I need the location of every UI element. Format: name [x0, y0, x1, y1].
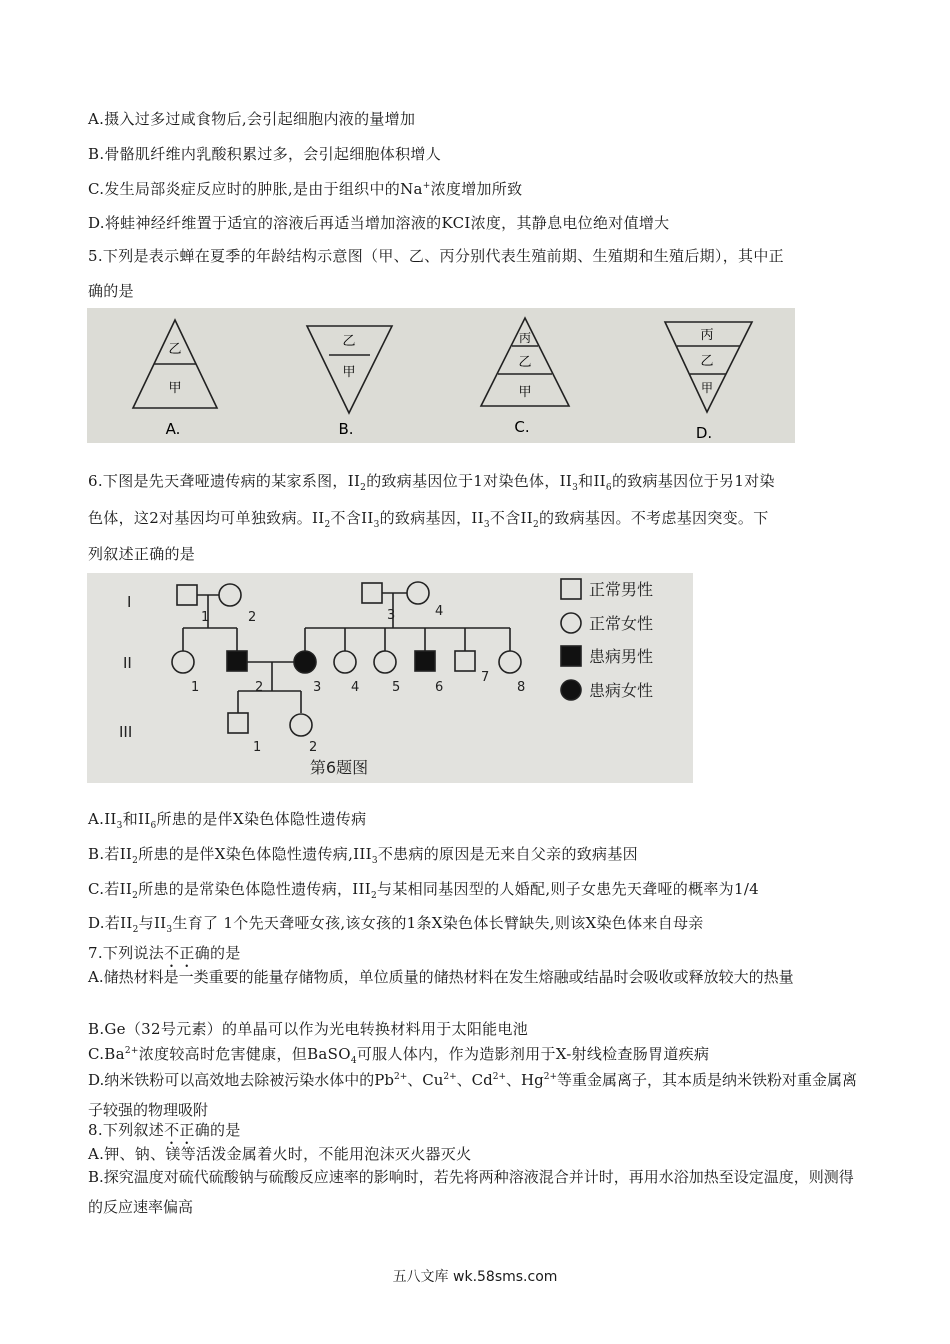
q7-stem: 7.下列说法不正确的是 [88, 944, 241, 962]
pedigree-III1-male [228, 713, 248, 733]
q5-pyramids-svg [87, 308, 795, 443]
page-footer: 五八文库 wk.58sms.com [392, 1269, 558, 1285]
legend-normal-female: 正常女性 [589, 614, 654, 633]
svg-text:2: 2 [309, 740, 318, 755]
q7-option-b: B.Ge（32号元素）的单晶可以作为光电转换材料用于太阳能电池 [88, 1020, 529, 1038]
svg-text:2: 2 [255, 680, 264, 695]
q4-option-d: D.将蛙神经纤维置于适宜的溶液后再适当增加溶液的KCI浓度，其静息电位绝对值增大 [88, 214, 670, 232]
pedigree-figure [87, 573, 693, 783]
pyramid-d-label: D. [695, 424, 713, 442]
q4-option-a: A.摄入过多过咸食物后,会引起细胞内液的量增加 [88, 110, 416, 128]
pedigree-II4-female [334, 651, 356, 673]
svg-text:2: 2 [248, 610, 257, 625]
pyramid-b-label: B. [338, 420, 354, 438]
legend-male-symbol [561, 579, 581, 599]
q5-figure [87, 308, 795, 443]
legend-affected-male-symbol [561, 646, 581, 666]
pedigree-I3-male [362, 583, 382, 603]
q6-option-d: D.若$II_2$与$II_3$生育了 1个先天聋哑女孩,该女孩的1条X染色体长臂缺失,则该X染色体来自母亲 [88, 914, 704, 935]
legend-affected-female-symbol [561, 680, 581, 700]
pedigree-II5-female [374, 651, 396, 673]
svg-text:6: 6 [435, 680, 444, 695]
q4-option-c: C.发生局部炎症反应时的肿胀,是由于组织中的Na+浓度增加所致 [88, 180, 523, 198]
pedigree-III2-female [290, 714, 312, 736]
pedigree-II7-male [455, 651, 475, 671]
svg-text:1: 1 [191, 680, 200, 695]
q5-stem-cont: 确的是 [88, 282, 134, 300]
q6-stem-3: 列叙述正确的是 [88, 545, 196, 563]
q6-stem-2: 色体，这2对基因均可单独致病。$II_2$不含$II_3$的致病基因，$II_3$不含$II_2$的致病基因。不考虑基因突变。下 [88, 509, 769, 530]
pedigree-II1-female [172, 651, 194, 673]
pyramid-a-yi: 乙 [168, 342, 182, 357]
q4-option-b: B.骨骼肌纤维内乳酸积累过多，会引起细胞体积增人 [88, 145, 441, 163]
svg-text:7: 7 [481, 670, 490, 685]
pyramid-d-yi: 乙 [700, 354, 714, 369]
pedigree-I4-female [407, 582, 429, 604]
svg-text:4: 4 [435, 604, 444, 619]
pyramid-c-bing: 丙 [518, 331, 532, 345]
pedigree-II6-affected-male [415, 651, 435, 671]
pedigree-II3-affected-female [294, 651, 316, 673]
q6-option-c: C.若$II_2$所患的是常染色体隐性遗传病，$III_2$与某相同基因型的人婚配,则子女患先天聋哑的概率为1/4 [88, 880, 760, 901]
svg-text:1: 1 [201, 610, 210, 625]
svg-text:8: 8 [517, 680, 526, 695]
pyramid-d-bing: 丙 [700, 328, 714, 343]
q7-option-a: A.储热材料是一类重要的能量存储物质，单位质量的储热材料在发生熔融或结晶时会吸收或释放较大的热量 [88, 968, 794, 986]
legend-affected-male: 患病男性 [589, 647, 654, 666]
q8-option-a: A.钾、钠、镁等活泼金属着火时，不能用泡沫灭火器灭火 [88, 1145, 472, 1163]
svg-text:1: 1 [253, 740, 262, 755]
gen-label-II: II [123, 654, 132, 672]
pyramid-b-jia: 甲 [342, 365, 356, 380]
q6-option-a: $A.II_3$和$II_6$所患的是伴X染色体隐性遗传病 [88, 810, 367, 831]
gen-label-III: III [119, 723, 133, 741]
pedigree-I2-female [219, 584, 241, 606]
svg-text:3: 3 [313, 680, 322, 695]
pedigree-svg [87, 573, 693, 783]
pyramid-c-label: C. [514, 418, 530, 436]
svg-text:5: 5 [392, 680, 401, 695]
pedigree-caption: 第6题图 [309, 758, 369, 777]
q8-stem: 8.下列叙述不正确的是 [88, 1121, 241, 1139]
q5-stem: 5.下列是表示蝉在夏季的年龄结构示意图（甲、乙、丙分别代表生殖前期、生殖期和生殖后期），其中正 [88, 247, 784, 265]
q7-option-c: $C.Ba^{2+}$浓度较高时危害健康，但BaSO$_4$可服人体内，作为造影剂用于X-射线检查肠胃道疾病 [88, 1045, 710, 1066]
q7-option-d: D.纳米铁粉可以高效地去除被污染水体中的$Pb^{2+}$、$Cu^{2+}$、$Cd^{2+}$、$Hg^{2+}$等重金属离子，其本质是纳米铁粉对重金属离子较强的物理吸附 [88, 1071, 858, 1119]
pyramid-b-yi: 乙 [342, 334, 356, 349]
q8-option-b: B.探究温度对硫代硫酸钠与硫酸反应速率的影响时，若先将两种溶液混合并计时，再用水浴加热至设定温度，则测得的反应速率偏高 [88, 1168, 854, 1216]
pedigree-I1-male [177, 585, 197, 605]
pedigree-II8-female [499, 651, 521, 673]
pyramid-a-label: A. [165, 420, 181, 438]
q6-option-b: B.若$II_2$所患的是伴X染色体隐性遗传病$,III_3$不患病的原因是无来自父亲的致病基因 [88, 845, 638, 866]
pyramid-c-jia: 甲 [518, 385, 532, 400]
legend-affected-female: 患病女性 [589, 681, 654, 700]
svg-text:4: 4 [351, 680, 360, 695]
q6-stem: 6.下图是先天聋哑遗传病的某家系图，$II_2$的致病基因位于1对染色体，$II_3$和$II_6$的致病基因位于另1对染 [88, 472, 775, 493]
pyramid-d-jia: 甲 [700, 381, 714, 395]
gen-label-I: I [127, 593, 132, 611]
legend-female-symbol [561, 613, 581, 633]
pyramid-a-jia: 甲 [168, 381, 182, 396]
pyramid-c-yi: 乙 [518, 355, 532, 370]
pedigree-II2-affected-male [227, 651, 247, 671]
legend-normal-male: 正常男性 [589, 580, 654, 599]
svg-text:3: 3 [387, 608, 396, 623]
